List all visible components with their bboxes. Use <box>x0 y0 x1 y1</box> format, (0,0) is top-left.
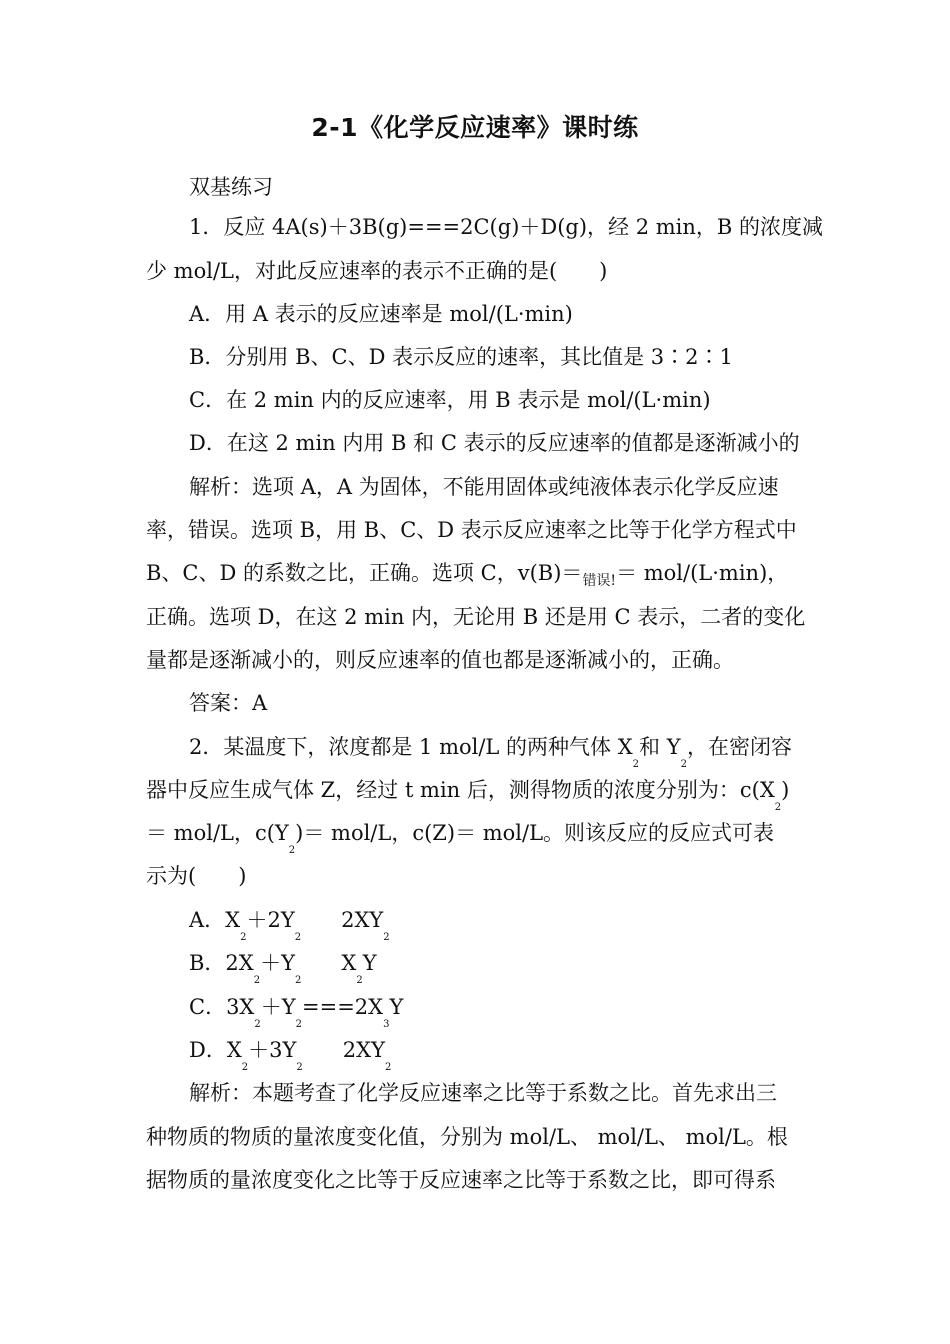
q1-explanation-line-5: 量都是逐渐减小的，则反应速率的值也都是逐渐减小的，正确。 <box>146 648 734 672</box>
subscript: 2 <box>288 845 296 856</box>
q1-explanation-line-1: 解析：选项 A，A 为固体，不能用固体或纯液体表示化学反应速 <box>189 475 779 499</box>
q2-stem-text: ) <box>781 778 790 802</box>
formula-part: ＋Y <box>260 951 295 975</box>
subscript: 2 <box>383 932 390 943</box>
q2-option-b <box>189 948 377 986</box>
q1-option-d: D．在这 2 min 内用 B 和 C 表示的反应速率的值都是逐渐减小的 <box>189 431 800 455</box>
formula-part: A．X <box>189 908 241 932</box>
subscript: 2 <box>241 1062 249 1073</box>
q2-stem-text: )＝ mol/L，c(Z)＝ mol/L。则该反应的反应式可表 <box>295 821 775 845</box>
formula-part: X <box>341 951 357 975</box>
formula-part: ＋Y <box>260 995 296 1019</box>
q1-explanation-text: ＝ mol/(L·min)， <box>616 561 789 585</box>
formula-part: Y <box>362 951 377 975</box>
subscript: 2 <box>295 1019 303 1030</box>
formula-part: 2XY <box>341 908 384 932</box>
subscript: 2 <box>680 759 687 770</box>
section-heading: 双基练习 <box>189 175 273 199</box>
q2-option-a <box>189 905 390 943</box>
q2-stem-line-4: 示为( ) <box>146 864 247 888</box>
formula-part: 2XY <box>342 1038 385 1062</box>
q2-explanation-line-3: 据物质的量浓度变化之比等于反应速率之比等于系数之比，即可得系 <box>146 1168 776 1192</box>
subscript: 2 <box>774 802 782 813</box>
q1-option-a: A．用 A 表示的反应速率是 mol/(L·min) <box>189 302 573 326</box>
subscript: 2 <box>253 975 261 986</box>
formula-part: C．3X <box>189 995 255 1019</box>
q2-stem-line-1 <box>189 732 792 770</box>
q2-stem-line-3 <box>146 818 775 856</box>
formula-part: B．2X <box>189 951 254 975</box>
formula-part: Y <box>389 995 404 1019</box>
q2-stem-text: 和 Y <box>639 735 681 759</box>
q1-stem-line-2: 少 mol/L，对此反应速率的表示不正确的是( ) <box>146 259 608 283</box>
subscript: 2 <box>384 1062 392 1073</box>
subscript: 2 <box>254 1019 261 1030</box>
page-title: 2-1《化学反应速率》课时练 <box>311 113 639 142</box>
q1-explanation-line-3 <box>146 558 788 588</box>
q1-explanation-text: B、C、D 的系数之比，正确。选项 C，v(B)＝ <box>146 561 583 585</box>
q2-option-d <box>189 1035 392 1073</box>
subscript: 2 <box>294 932 302 943</box>
q2-option-c <box>189 992 404 1030</box>
subscript: 2 <box>632 759 640 770</box>
formula-part: D．X <box>189 1038 242 1062</box>
subscript: 2 <box>296 1062 303 1073</box>
formula-part: ＋3Y <box>248 1038 297 1062</box>
q2-stem-line-2 <box>146 775 790 813</box>
q1-explanation-line-2: 率，错误。选项 B，用 B、C、D 表示反应速率之比等于化学方程式中 <box>146 518 797 542</box>
subscript: 2 <box>240 932 247 943</box>
q1-answer: 答案：A <box>189 691 268 715</box>
subscript: 2 <box>295 975 302 986</box>
subscript: 2 <box>356 975 363 986</box>
q2-stem-text: ，在密闭容 <box>686 735 792 759</box>
q1-option-b: B．分别用 B、C、D 表示反应的速率，其比值是 3∶2∶1 <box>189 345 733 369</box>
q2-explanation-line-1: 解析：本题考查了化学反应速率之比等于系数之比。首先求出三 <box>189 1081 777 1105</box>
q2-stem-text: ＝ mol/L，c(Y <box>146 821 289 845</box>
error-field-marker: 错误! <box>582 573 617 589</box>
formula-part: ===2X <box>302 995 384 1019</box>
q2-stem-text: 2．某温度下，浓度都是 1 mol/L 的两种气体 X <box>189 735 633 759</box>
q2-explanation-line-2: 种物质的物质的量浓度变化值，分别为 mol/L、 mol/L、 mol/L。根 <box>146 1125 788 1149</box>
subscript: 3 <box>383 1019 390 1030</box>
q1-stem-line-1: 1．反应 4A(s)＋3B(g)===2C(g)＋D(g)，经 2 min，B 的浓度减 <box>189 215 824 239</box>
q2-stem-text: 器中反应生成气体 Z，经过 t min 后，测得物质的浓度分别为：c(X <box>146 778 775 802</box>
formula-part: ＋2Y <box>246 908 295 932</box>
q1-option-c: C．在 2 min 内的反应速率，用 B 表示是 mol/(L·min) <box>189 388 711 412</box>
q1-explanation-line-4: 正确。选项 D，在这 2 min 内，无论用 B 还是用 C 表示，二者的变化 <box>146 605 806 629</box>
